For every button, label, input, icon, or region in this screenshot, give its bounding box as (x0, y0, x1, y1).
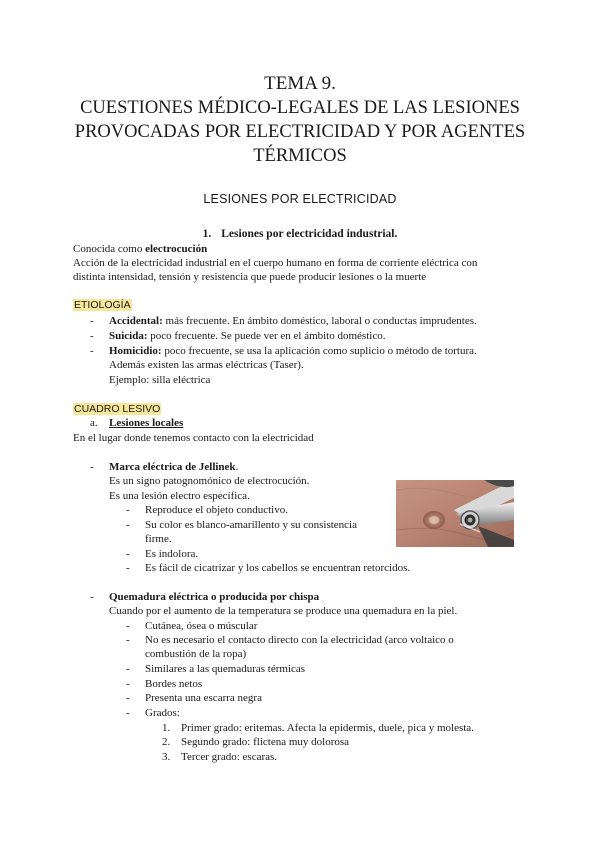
quemadura-item-text: Grados: (145, 707, 180, 719)
dash-bullet: - (90, 330, 94, 342)
title-line-1: CUESTIONES MÉDICO-LEGALES DE LAS LESIONES (80, 98, 520, 118)
section-title: LESIONES POR ELECTRICIDAD (203, 192, 397, 206)
grado-number: 1. (162, 722, 171, 734)
intro-prefix: Conocida como (73, 243, 146, 255)
grado-number: 3. (162, 751, 171, 763)
cuadro-desc: En el lugar donde tenemos contacto con la electricidad (73, 432, 314, 444)
etiologia-text: poco frecuente. Se puede ver en el ámbito doméstico. (147, 330, 386, 342)
etiologia-extra-1: Además existen las armas eléctricas (Taser). (109, 359, 304, 371)
quemadura-item-text: Similares a las quemaduras térmicas (145, 663, 306, 675)
quemadura-item-text: Cutánea, ósea o múscular (145, 620, 258, 632)
intro-definition-2: distinta intensidad, tensión y resistencia que puede producir lesiones o la muerte (73, 271, 427, 283)
etiologia-text: más frecuente. En ámbito doméstico, laboral o conductas imprudentes. (162, 315, 477, 327)
cuadro-label: CUADRO LESIVO (74, 403, 161, 415)
quemadura-item-text: Presenta una escarra negra (145, 692, 262, 704)
etiologia-extra-2: Ejemplo: silla eléctrica (109, 374, 211, 386)
dash-bullet: - (126, 707, 130, 719)
dash-bullet: - (90, 315, 94, 327)
marca-item-text: Su color es blanco-amarillento y su consistencia (145, 519, 357, 531)
quemadura-item-text: Bordes netos (145, 678, 203, 690)
quemadura-desc: Cuando por el aumento de la temperatura se produce una quemadura en la piel. (109, 605, 458, 617)
dash-bullet: - (126, 663, 130, 675)
dash-bullet: - (126, 634, 130, 646)
sub-marker: a. (90, 417, 98, 429)
marca-item-text: Es indolora. (145, 548, 199, 560)
title-line-2: PROVOCADAS POR ELECTRICIDAD Y POR AGENTES (74, 122, 526, 142)
dash-bullet: - (126, 562, 130, 574)
heading-1 (0, 228, 600, 240)
marca-item-text: Es fácil de cicatrizar y los cabellos se encuentran retorcidos. (145, 562, 411, 574)
quemadura-item-continuation: combustión de la ropa) (145, 648, 247, 660)
dash-bullet: - (90, 345, 94, 357)
dash-bullet: - (90, 461, 94, 473)
grado-text: Primer grado: eritemas. Afecta la epidermis, duele, pica y molesta. (181, 722, 474, 734)
dash-bullet: - (126, 519, 130, 531)
dash-bullet: - (90, 591, 94, 603)
etiologia-label-row (73, 298, 533, 312)
dash-bullet: - (126, 504, 130, 516)
etiologia-term: Suicida: (109, 330, 148, 342)
intro-term: electrocución (145, 243, 208, 255)
cuadro-label-row (73, 402, 533, 416)
sub-title: Lesiones locales (109, 417, 184, 429)
tema-number: TEMA 9. (264, 73, 336, 94)
marca-title: Marca eléctrica de Jellinek (109, 461, 236, 473)
jellinek-photo-illustration (396, 480, 514, 547)
title-line-3: TÉRMICOS (253, 146, 347, 166)
jellinek-mark-photo (396, 480, 514, 547)
marca-line-2: Es una lesión electro específica. (109, 490, 250, 502)
quemadura-item-text: No es necesario el contacto directo con la electricidad (arco voltaico o (145, 634, 454, 646)
marca-item-text: Reproduce el objeto conductivo. (145, 504, 288, 516)
intro-known-as (73, 242, 533, 256)
etiologia-term: Accidental: (109, 315, 163, 327)
dash-bullet: - (126, 678, 130, 690)
grado-text: Tercer grado: escaras. (181, 751, 278, 763)
dash-bullet: - (126, 692, 130, 704)
quemadura-title: Quemadura eléctrica o producida por chispa (109, 591, 320, 603)
etiologia-label: ETIOLOGÍA (74, 299, 131, 311)
etiologia-term: Homicidio: (109, 345, 162, 357)
dash-bullet: - (126, 620, 130, 632)
heading-1-text: Lesiones por electricidad industrial. (221, 228, 398, 240)
grado-text: Segundo grado: flictena muy dolorosa (181, 736, 350, 748)
title-block (40, 72, 560, 168)
dash-bullet: - (126, 548, 130, 560)
marca-item-continuation: firme. (145, 533, 172, 545)
marca-line-1: Es un signo patognomónico de electrocución. (109, 475, 310, 487)
etiologia-text: poco frecuente, se usa la aplicación como suplicio o método de tortura. (161, 345, 477, 357)
intro-definition-1: Acción de la electricidad industrial en el cuerpo humano en forma de corriente eléctrica con (73, 257, 478, 269)
grado-number: 2. (162, 736, 171, 748)
marca-title-end: . (235, 461, 239, 473)
heading-1-number: 1. (202, 228, 212, 240)
